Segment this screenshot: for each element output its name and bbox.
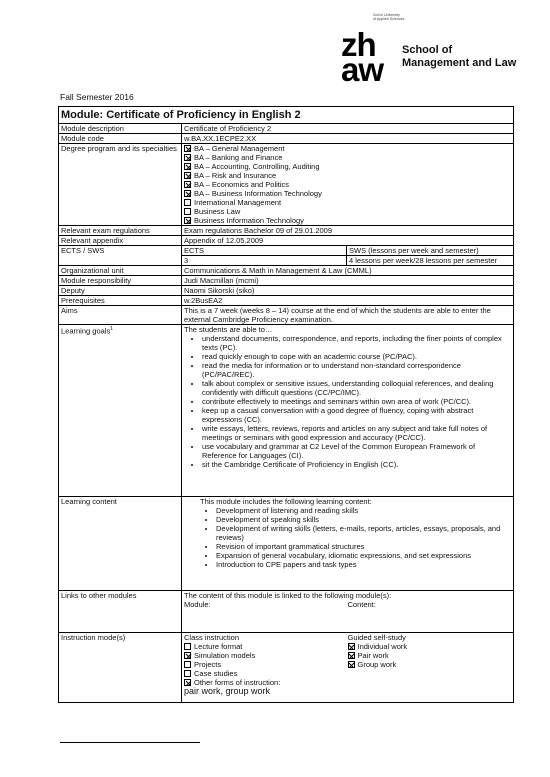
sws-value: 4 lessons per week/28 lessons per semester [347, 256, 514, 266]
checkbox-option [184, 171, 511, 180]
list-item: • Revision of important grammatical structures [216, 542, 511, 551]
content-list [184, 506, 511, 569]
ects-value: 3 [182, 256, 347, 266]
links-intro: The content of this module is linked to the following module(s): [184, 591, 392, 600]
option-label: Case studies [194, 669, 238, 678]
list-item: • sit the Cambridge Certificate of Proficiency in English (CC). [202, 460, 511, 469]
option-label: BA – Risk and Insurance [194, 171, 277, 180]
checkbox-option [184, 642, 348, 651]
checkbox-option [184, 189, 511, 198]
value: w.BA.XX.1ECPE2.XX [182, 134, 514, 144]
checkbox-option [184, 660, 348, 669]
links-cell [182, 591, 514, 633]
label: Learning content [59, 497, 182, 591]
checked-box-icon[interactable] [348, 661, 355, 668]
option-label: Business Law [194, 207, 241, 216]
label: Relevant appendix [59, 236, 182, 246]
label: Aims [59, 306, 182, 325]
university-name: Zurich University of Applied Sciences [373, 13, 405, 22]
label: ECTS / SWS [59, 246, 182, 266]
checked-box-icon[interactable] [184, 172, 191, 179]
list-item: • write essays, letters, reviews, reports and articles on any subject and take full notes of meetings or seminars with good expression and accuracy (PC/CC). [202, 424, 511, 442]
list-item: • Development of listening and reading skills [216, 506, 511, 515]
unchecked-box-icon[interactable] [184, 661, 191, 668]
degree-options [182, 144, 514, 226]
option-label: Other forms of instruction: [194, 678, 281, 687]
instruction-cell [182, 633, 514, 703]
checkbox-option [348, 660, 512, 669]
class-options [184, 642, 348, 687]
value: This is a 7 week (weeks 8 – 14) course at the end of which the students are able to enter the external Cambridge Proficiency examination. [182, 306, 514, 325]
content-intro: This module includes the following learning content: [200, 497, 372, 506]
list-item: • understand documents, correspondence, and reports, including the finer points of complex texts (PC). [202, 334, 511, 352]
option-label: BA – Accounting, Controlling, Auditing [194, 162, 320, 171]
value: Appendix of 12.05.2009 [182, 236, 514, 246]
list-item: • contribute effectively to meetings and seminars within own area of work (PC/CC). [202, 397, 511, 406]
label: Degree program and its specialties [59, 144, 182, 226]
option-label: Business Information Technology [194, 216, 304, 225]
list-item: • Introduction to CPE papers and task types [216, 560, 511, 569]
option-label: Projects [194, 660, 222, 669]
list-item: • read quickly enough to cope with an academic course (PC/PAC). [202, 352, 511, 361]
checkbox-option [184, 162, 511, 171]
checkbox-option [184, 180, 511, 189]
ects-header: ECTS [182, 246, 347, 256]
semester: Fall Semester 2016 [60, 92, 134, 102]
label: Relevant exam regulations [59, 226, 182, 236]
unchecked-box-icon[interactable] [184, 643, 191, 650]
checkbox-option [348, 651, 512, 660]
self-study-options [348, 642, 512, 669]
goals-label: Learning goals$^1$ [59, 325, 182, 497]
school-name: School of Management and Law [402, 44, 517, 69]
checkbox-option [184, 216, 511, 225]
checkbox-option [184, 198, 511, 207]
links-module: Module: [184, 600, 211, 609]
module-table [58, 106, 514, 703]
option-label: International Management [194, 198, 282, 207]
label: Links to other modules [59, 591, 182, 633]
option-label: Pair work [357, 651, 389, 660]
checkbox-option [348, 642, 512, 651]
checkbox-option [184, 669, 348, 678]
unchecked-box-icon[interactable] [184, 199, 191, 206]
label: Instruction mode(s) [59, 633, 182, 703]
list-item: • keep up a casual conversation with a good degree of fluency, coping with abstract expressions (CC). [202, 406, 511, 424]
label: Prerequisites [59, 296, 182, 306]
sws-header: SWS (lessons per week and semester) [347, 246, 514, 256]
unchecked-box-icon[interactable] [184, 670, 191, 677]
other-forms: pair work, group work [184, 686, 271, 696]
value: w.2BusEA2 [182, 296, 514, 306]
module-title: Module: Certificate of Proficiency in English 2 [59, 107, 514, 124]
self-study-header: Guided self-study [347, 633, 406, 642]
goals-intro: The students are able to… [184, 325, 273, 334]
unchecked-box-icon[interactable] [184, 208, 191, 215]
checkbox-option [184, 153, 511, 162]
list-item: • Development of speaking skills [216, 515, 511, 524]
checkbox-option [184, 144, 511, 153]
class-instruction-header: Class instruction [184, 633, 240, 642]
label: Deputy [59, 286, 182, 296]
option-label: Simulation models [194, 651, 256, 660]
checkbox-option [184, 651, 348, 660]
checked-box-icon[interactable] [184, 145, 191, 152]
option-label: BA – Banking and Finance [194, 153, 283, 162]
list-item: • read the media for information or to understand non-standard correspondence (PC/PAC/REC). [202, 361, 511, 379]
checked-box-icon[interactable] [184, 154, 191, 161]
label: Module responsibility [59, 276, 182, 286]
list-item: • Expansion of general vocabulary, idiomatic expressions, and set expressions [216, 551, 511, 560]
checked-box-icon[interactable] [348, 643, 355, 650]
content-cell [182, 497, 514, 591]
value: Exam regulations Bachelor 09 of 29.01.2009 [182, 226, 514, 236]
value: Certificate of Proficiency 2 [182, 124, 514, 134]
option-label: Individual work [357, 642, 408, 651]
value: Naomi Sikorski (siko) [182, 286, 514, 296]
checked-box-icon[interactable] [184, 679, 191, 686]
label: Module code [59, 134, 182, 144]
label: Module description [59, 124, 182, 134]
goals-cell [182, 325, 514, 497]
checked-box-icon[interactable] [184, 163, 191, 170]
checked-box-icon[interactable] [184, 217, 191, 224]
goals-list [184, 334, 511, 469]
option-label: BA – Business Information Technology [194, 189, 322, 198]
list-item: • Development of writing skills (letters, e-mails, reports, articles, essays, proposals, and reviews) [216, 524, 511, 542]
logo-text: zh aw [341, 26, 384, 88]
option-label: BA – Economics and Politics [194, 180, 290, 189]
checked-box-icon[interactable] [184, 181, 191, 188]
value: Judi Macmillan (mcmi) [182, 276, 514, 286]
label: Organizational unit [59, 266, 182, 276]
option-label: Group work [357, 660, 397, 669]
checked-box-icon[interactable] [184, 190, 191, 197]
list-item: • use vocabulary and grammar at C2 Level of the Common European Framework of Reference for Languages (CI). [202, 442, 511, 460]
checked-box-icon[interactable] [184, 652, 191, 659]
zhaw-logo [341, 26, 384, 88]
checkbox-option [184, 207, 511, 216]
checked-box-icon[interactable] [348, 652, 355, 659]
footnote-rule [60, 742, 200, 743]
value: Communications & Math in Management & Law (CMML) [182, 266, 514, 276]
option-label: Lecture format [194, 642, 243, 651]
list-item: • talk about complex or sensitive issues, understanding colloquial references, and dealing confidently with difficult questions (CC/PC/IMC). [202, 379, 511, 397]
option-label: BA – General Management [194, 144, 285, 153]
links-content: Content: [347, 600, 376, 609]
